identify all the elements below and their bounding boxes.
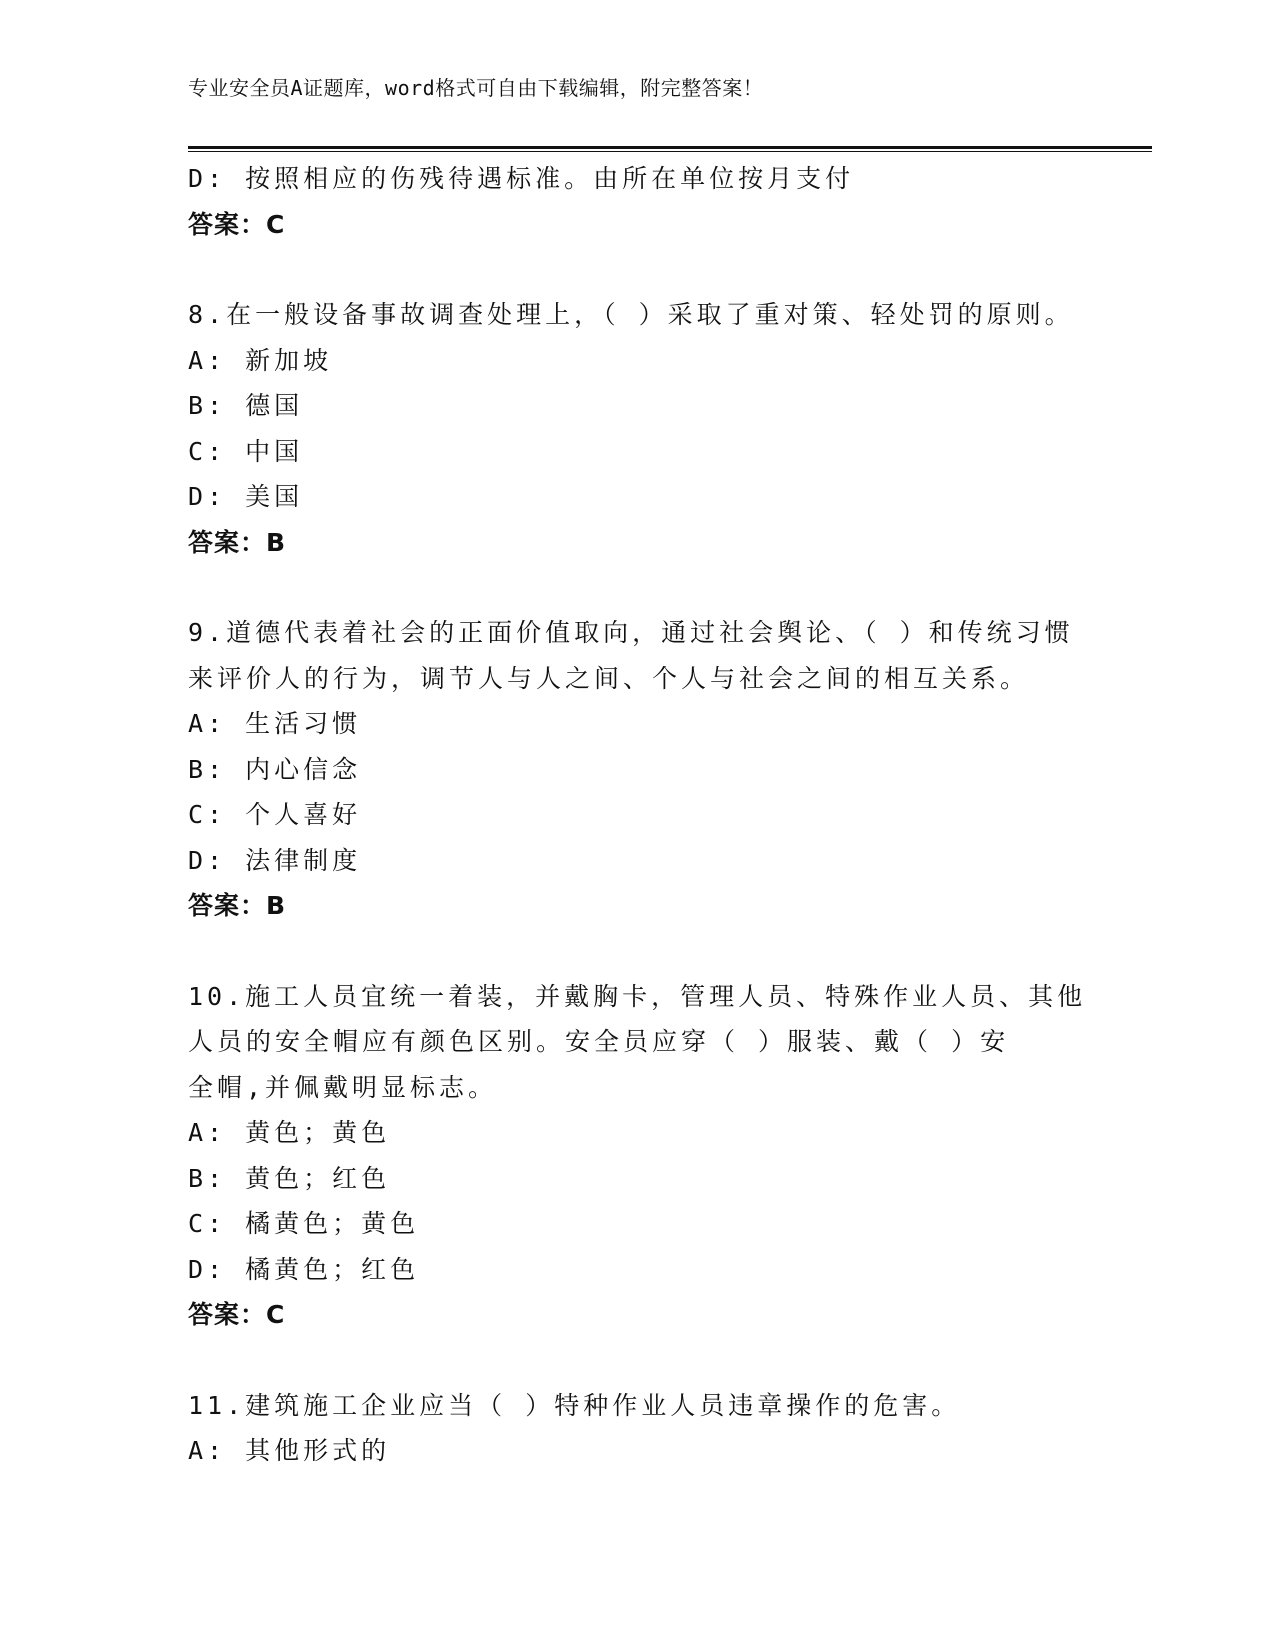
q10-stem-line2: 人员的安全帽应有颜色区别。安全员应穿（ ）服装、戴（ ）安 bbox=[188, 1027, 1010, 1056]
q9-option-a: A: 生活习惯 bbox=[188, 709, 362, 738]
q10-option-d: D: 橘黄色；红色 bbox=[188, 1254, 420, 1284]
q11-option-a: A: 其他形式的 bbox=[188, 1436, 391, 1465]
q9-stem-line1: 9.道德代表着社会的正面价值取向，通过社会舆论、（ ）和传统习惯 bbox=[188, 618, 1074, 647]
page-header: 专业安全员A证题库，word格式可自由下载编辑，附完整答案！ bbox=[188, 76, 764, 100]
question-9 bbox=[188, 610, 1088, 929]
q10-option-c: C: 橘黄色；黄色 bbox=[188, 1209, 420, 1238]
q10-stem-line3: 全帽,并佩戴明显标志。 bbox=[188, 1072, 498, 1102]
q9-option-d: D: 法律制度 bbox=[188, 845, 362, 875]
header-rule bbox=[188, 146, 1152, 152]
q11-stem: 11.建筑施工企业应当（ ）特种作业人员违章操作的危害。 bbox=[188, 1390, 961, 1420]
q10-option-a: A: 黄色；黄色 bbox=[188, 1118, 391, 1147]
q8-option-b: B: 德国 bbox=[188, 391, 304, 420]
q8-answer: 答案：B bbox=[188, 527, 287, 557]
spacer bbox=[188, 247, 1088, 292]
spacer bbox=[188, 1338, 1088, 1383]
spacer bbox=[188, 929, 1088, 974]
q8-stem: 8.在一般设备事故调查处理上，（ ）采取了重对策、轻处罚的原则。 bbox=[188, 300, 1074, 329]
q10-stem-line1: 10.施工人员宜统一着装，并戴胸卡，管理人员、特殊作业人员、其他 bbox=[188, 981, 1087, 1011]
question-11 bbox=[188, 1383, 1088, 1474]
question-8 bbox=[188, 292, 1088, 565]
q9-option-c: C: 个人喜好 bbox=[188, 800, 362, 829]
q7-answer: 答案：C bbox=[188, 209, 286, 239]
q9-stem-line2: 来评价人的行为，调节人与人之间、个人与社会之间的相互关系。 bbox=[188, 663, 1030, 693]
question-7-tail bbox=[188, 156, 1088, 247]
q10-option-b: B: 黄色；红色 bbox=[188, 1163, 391, 1193]
q10-answer: 答案：C bbox=[188, 1300, 286, 1329]
q8-option-d: D: 美国 bbox=[188, 482, 304, 511]
q8-option-c: C: 中国 bbox=[188, 436, 304, 466]
spacer bbox=[188, 565, 1088, 610]
question-10 bbox=[188, 974, 1088, 1338]
q9-answer: 答案：B bbox=[188, 891, 287, 920]
q8-option-a: A: 新加坡 bbox=[188, 345, 333, 375]
q7-option-d: D: 按照相应的伤残待遇标准。由所在单位按月支付 bbox=[188, 164, 855, 193]
q9-option-b: B: 内心信念 bbox=[188, 754, 362, 784]
document-body bbox=[188, 156, 1088, 1474]
